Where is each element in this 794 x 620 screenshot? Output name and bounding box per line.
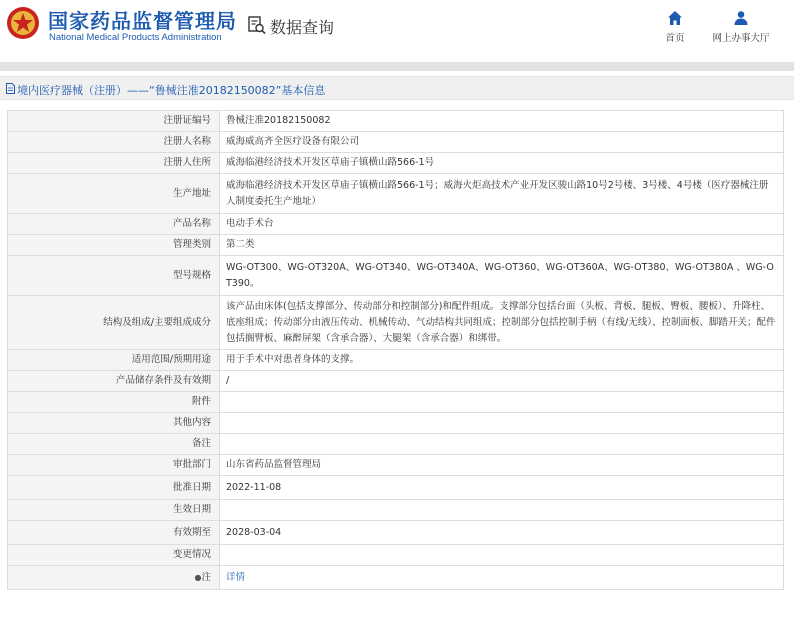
field-value xyxy=(220,392,784,413)
document-icon xyxy=(6,83,15,94)
field-label: 管理类别 xyxy=(8,235,220,256)
section-label: 数据查询 xyxy=(270,18,335,37)
field-label: 批准日期 xyxy=(8,476,220,500)
field-label: 附件 xyxy=(8,392,220,413)
note-label-cell xyxy=(8,566,220,590)
site-title-zh: 国家药品监督管理局 xyxy=(48,9,237,33)
table-row xyxy=(8,545,784,566)
field-label: 生产地址 xyxy=(8,174,220,214)
table-row xyxy=(8,111,784,132)
field-label: 审批部门 xyxy=(8,455,220,476)
nav-online-office[interactable] xyxy=(708,10,774,44)
field-label: 其他内容 xyxy=(8,413,220,434)
field-value: 威海威高齐全医疗设备有限公司 xyxy=(220,132,784,153)
document-search-icon xyxy=(247,15,267,35)
field-label: 注册人名称 xyxy=(8,132,220,153)
field-label: 结构及组成/主要组成成分 xyxy=(8,296,220,350)
field-label: 注册人住所 xyxy=(8,153,220,174)
field-value: 电动手术台 xyxy=(220,214,784,235)
field-label: 注册证编号 xyxy=(8,111,220,132)
breadcrumb-bar xyxy=(0,76,794,100)
nav-home[interactable] xyxy=(660,10,690,44)
field-value: 第二类 xyxy=(220,235,784,256)
field-value xyxy=(220,434,784,455)
field-value: 威海临港经济技术开发区草庙子镇横山路566-1号；威海火炬高技术产业开发区骏山路10号2号楼、3号楼、4号楼（医疗器械注册人制度委托生产地址） xyxy=(220,174,784,214)
home-icon xyxy=(667,10,683,26)
field-label: 型号规格 xyxy=(8,256,220,296)
table-row xyxy=(8,521,784,545)
table-row xyxy=(8,296,784,350)
field-label: 变更情况 xyxy=(8,545,220,566)
site-title-en: National Medical Products Administration xyxy=(49,32,222,43)
field-label: 生效日期 xyxy=(8,500,220,521)
breadcrumb: 境内医疗器械（注册）——“鲁械注准20182150082”基本信息 xyxy=(17,84,326,97)
field-label: 产品名称 xyxy=(8,214,220,235)
nav-online-office-label: 网上办事大厅 xyxy=(712,33,770,44)
field-label: 有效期至 xyxy=(8,521,220,545)
table-row xyxy=(8,500,784,521)
field-value xyxy=(220,545,784,566)
table-row xyxy=(8,392,784,413)
field-value xyxy=(220,413,784,434)
table-row-note xyxy=(8,566,784,590)
table-row xyxy=(8,434,784,455)
table-row xyxy=(8,413,784,434)
field-value: WG-OT300、WG-OT320A、WG-OT340、WG-OT340A、WG-OT360、WG-OT360A、WG-OT380、WG-OT380A 、WG-OT390。 xyxy=(220,256,784,296)
field-value: 威海临港经济技术开发区草庙子镇横山路566-1号 xyxy=(220,153,784,174)
header-divider xyxy=(0,62,794,71)
note-value-cell xyxy=(220,566,784,590)
table-row xyxy=(8,235,784,256)
bullet-icon: ● xyxy=(194,572,202,582)
field-value: 山东省药品监督管理局 xyxy=(220,455,784,476)
table-row xyxy=(8,455,784,476)
site-header xyxy=(0,0,794,50)
field-label: 备注 xyxy=(8,434,220,455)
field-value xyxy=(220,500,784,521)
table-row xyxy=(8,214,784,235)
table-row xyxy=(8,476,784,500)
device-info-table xyxy=(7,110,784,590)
field-value: 该产品由床体(包括支撑部分、传动部分和控制部分)和配件组成。支撑部分包括台面（头板、背板、腿板、臀板、腰板）、升降柱、底座组成；传动部分由液压传动、机械传动、气动结构共同组成；控制部分包括控制手柄（有线/无线）、控制面板、脚踏开关；配件包括搁臂板、麻醉屏架（含承合器）、大腿架（含承合器）和绑带。 xyxy=(220,296,784,350)
nav-home-label: 首页 xyxy=(665,33,685,44)
field-label: 产品储存条件及有效期 xyxy=(8,371,220,392)
table-row xyxy=(8,256,784,296)
emblem-logo-icon xyxy=(6,6,40,40)
table-row xyxy=(8,350,784,371)
field-value: 用于手术中对患者身体的支撑。 xyxy=(220,350,784,371)
user-icon xyxy=(733,10,749,26)
table-row xyxy=(8,174,784,214)
field-label: 适用范围/预期用途 xyxy=(8,350,220,371)
table-row xyxy=(8,132,784,153)
note-label: 注 xyxy=(201,571,211,583)
table-row xyxy=(8,153,784,174)
field-value: / xyxy=(220,371,784,392)
field-value: 鲁械注准20182150082 xyxy=(220,111,784,132)
detail-link[interactable]: 详情 xyxy=(226,571,246,583)
field-value: 2022-11-08 xyxy=(220,476,784,500)
table-row xyxy=(8,371,784,392)
field-value: 2028-03-04 xyxy=(220,521,784,545)
